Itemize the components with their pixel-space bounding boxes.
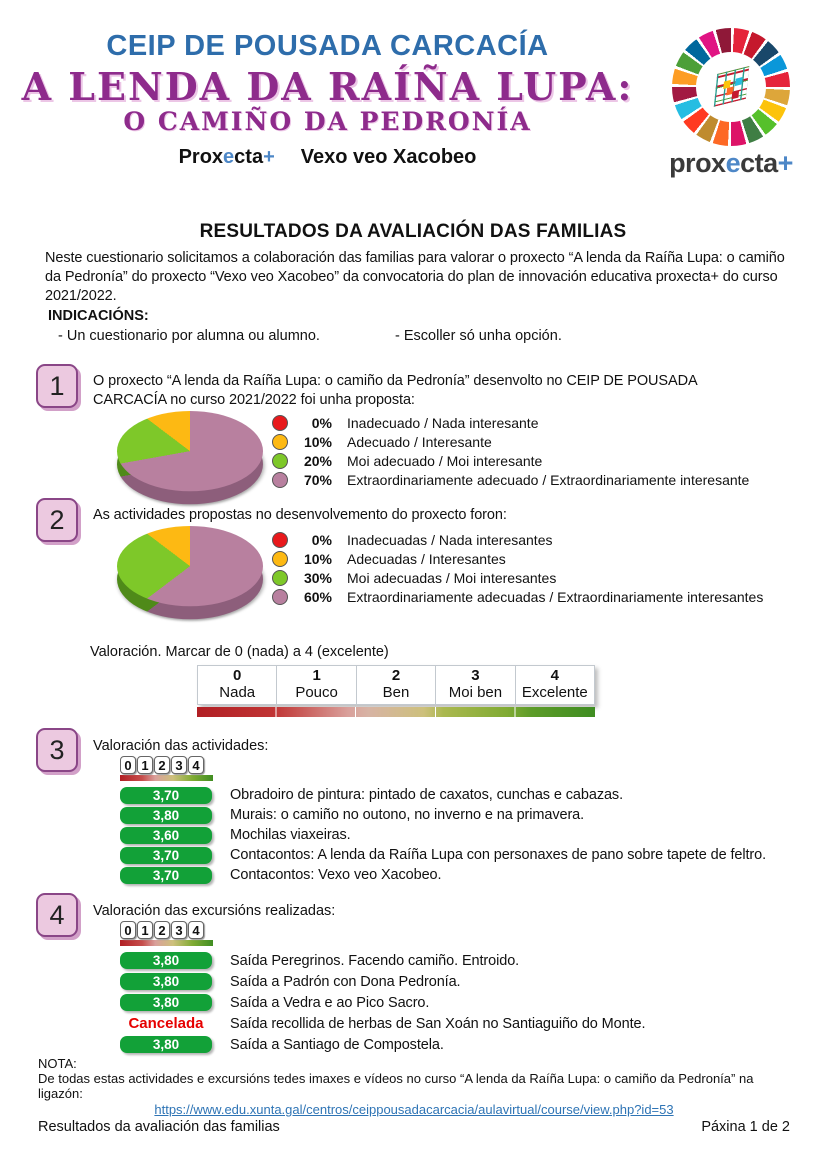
legend-row (272, 413, 749, 432)
indication-item-1: - Un cuestionario por alumna ou alumno. (58, 328, 320, 344)
rating-scale-caption: Valoración. Marcar de 0 (nada) a 4 (excelente) (90, 644, 389, 660)
legend-dot-green-icon (272, 453, 288, 469)
rating-label: Saída recollida de herbas de San Xoán no Santiaguiño do Monte. (230, 1015, 646, 1032)
legend-label: Adecuado / Interesante (347, 433, 492, 450)
rating-label: Mochilas viaxeiras. (230, 827, 351, 843)
legend-dot-mauve-icon (272, 472, 288, 488)
document-header (0, 30, 655, 169)
logo-plus: + (777, 148, 793, 178)
rating-row (120, 785, 816, 805)
legend-pct: 0% (311, 414, 332, 431)
section-3-number-badge: 3 (36, 728, 78, 772)
legend-label: Extraordinariamente adecuado / Extraordinariamente interesante (347, 471, 750, 488)
legend-pct: 10% (303, 433, 332, 450)
pie-chart-q2-top (117, 526, 263, 606)
legend-row (272, 432, 749, 451)
question-2-section (36, 498, 806, 621)
scale-gradient-bar (197, 707, 595, 717)
course-link[interactable]: https://www.edu.xunta.gal/centros/ceippousadacarcacia/aulavirtual/course/view.php?id=53 (154, 1102, 674, 1117)
mini-box-1: 1 (137, 921, 153, 939)
scale-num: 1 (312, 667, 321, 684)
question-2-chart-row (36, 526, 806, 621)
question-1-head (36, 364, 806, 409)
rating-row (120, 1034, 816, 1055)
pie-chart-q1-top (117, 411, 263, 491)
rating-value-pill: 3,70 (120, 787, 212, 804)
legend-row (272, 568, 763, 587)
section-4-number-badge: 4 (36, 893, 78, 937)
rating-scale-table (197, 665, 595, 705)
grid-cell (731, 90, 739, 99)
rating-cancelled-text: Cancelada (128, 1015, 204, 1032)
mini-box-3: 3 (171, 756, 187, 774)
scale-cell-3 (436, 666, 515, 704)
rating-value-pill: 3,80 (120, 952, 212, 969)
logo-accent-e: e (725, 148, 741, 178)
rating-value-pill: 3,60 (120, 827, 212, 844)
sdg-wheel-icon (672, 28, 790, 146)
logo-part2: cta (740, 148, 778, 178)
pie-chart-q2 (117, 526, 263, 621)
mini-box-3: 3 (171, 921, 187, 939)
section-3-body (120, 756, 816, 885)
mini-scale-boxes (120, 756, 215, 774)
rating-row (120, 805, 816, 825)
logo-wordmark (648, 148, 814, 179)
legend-label: Extraordinariamente adecuadas / Extraordinariamente interesantes (347, 588, 764, 605)
proxecta-logo (648, 28, 814, 179)
rating-value-pill: 3,80 (120, 973, 212, 990)
mini-scale-gradient (120, 775, 213, 781)
section-3-rows (120, 785, 816, 885)
rating-label: Saída a Santiago de Compostela. (230, 1036, 444, 1053)
indications-block (48, 308, 788, 344)
rating-label: Obradoiro de pintura: pintado de caxatos, cunchas e cabazas. (230, 787, 624, 803)
legend-label: Moi adecuadas / Moi interesantes (347, 569, 557, 586)
rating-value-pill: 3,80 (120, 994, 212, 1011)
question-2-number-badge: 2 (36, 498, 78, 542)
scale-label: Ben (382, 684, 410, 701)
intro-paragraph: Neste cuestionario solicitamos a colaboración das familias para valorar o proxecto “A lenda da Raíña Lupa: o camiño da Pedronía” do proxecto “Vexo veo Xacobeo” da convocatoria do plan de innovación educativa proxecta+ do curso 2021/2022. (45, 250, 785, 304)
legend-row (272, 549, 763, 568)
legend-label: Moi adecuado / Moi interesante (347, 452, 543, 469)
school-name: CEIP DE POUSADA CARCACÍA (106, 30, 549, 62)
footer-left-text: Resultados da avaliación das familias (38, 1119, 280, 1135)
program-second-name: Vexo veo Xacobeo (300, 145, 477, 168)
legend-pct: 30% (303, 569, 332, 586)
mini-scale (120, 921, 215, 946)
rating-label: Contacontos: Vexo veo Xacobeo. (230, 867, 442, 883)
legend-dot-red-icon (272, 415, 288, 431)
legend-pct: 70% (303, 471, 332, 488)
legend-dot-yellow-icon (272, 551, 288, 567)
page-title: RESULTADOS DA AVALIACIÓN DAS FAMILIAS (199, 221, 627, 242)
question-1-number-badge: 1 (36, 364, 78, 408)
scale-num: 4 (550, 667, 559, 684)
legend-row (272, 470, 749, 489)
legend-label: Inadecuadas / Nada interesantes (347, 531, 553, 548)
logo-part1: prox (669, 148, 726, 178)
scale-label: Moi ben (448, 684, 503, 701)
rating-value-pill: 3,70 (120, 847, 212, 864)
legend-row (272, 530, 763, 549)
activities-rating-section (36, 728, 816, 885)
legend-label: Inadecuado / Nada interesante (347, 414, 539, 431)
program-line (0, 146, 655, 169)
nota-label: NOTA: (38, 1056, 77, 1071)
question-1-text: O proxecto “A lenda da Raíña Lupa: o camiño da Pedronía” desenvolto no CEIP DE POUSADA CARCACÍA no curso 2021/2022 foi unha proposta: (93, 373, 697, 408)
scale-num: 3 (471, 667, 480, 684)
footer-page-number: Páxina 1 de 2 (701, 1119, 790, 1135)
legend-pct: 20% (303, 452, 332, 469)
nota-block (38, 1056, 790, 1117)
scale-num: 2 (391, 667, 401, 684)
scale-cell-4 (516, 666, 594, 704)
wheel-hole (696, 52, 767, 123)
scale-cell-0 (198, 666, 277, 704)
rating-row (120, 992, 816, 1013)
mini-box-1: 1 (137, 756, 153, 774)
scale-num: 0 (233, 667, 242, 684)
rating-value-pill: 3,70 (120, 867, 212, 884)
program-accent-e: e (223, 145, 235, 168)
question-1-section (36, 364, 806, 506)
question-1-legend (272, 411, 749, 506)
page-footer (38, 1119, 790, 1135)
legend-dot-green-icon (272, 570, 288, 586)
scale-label: Pouco (295, 684, 338, 701)
rating-row (120, 1013, 816, 1034)
mini-scale (120, 756, 215, 781)
scale-label: Nada (219, 684, 256, 701)
legend-row (272, 587, 763, 606)
project-title-line1: A LENDA DA RAÍÑA LUPA: (21, 64, 634, 109)
indication-item-2: - Escoller só unha opción. (395, 328, 562, 344)
scale-cell-1 (277, 666, 356, 704)
mini-box-4: 4 (188, 921, 204, 939)
scale-label: Excelente (521, 684, 588, 701)
legend-dot-red-icon (272, 532, 288, 548)
mini-box-4: 4 (188, 756, 204, 774)
mini-scale-boxes (120, 921, 215, 939)
program-plus: + (263, 145, 275, 168)
section-4-title: Valoración das excursións realizadas: (93, 903, 336, 919)
rating-row (120, 845, 816, 865)
excursions-rating-section (36, 893, 816, 1055)
rating-row (120, 865, 816, 885)
scale-cell-2 (357, 666, 436, 704)
legend-dot-mauve-icon (272, 589, 288, 605)
rating-row (120, 950, 816, 971)
mini-box-2: 2 (154, 756, 170, 774)
mini-box-2: 2 (154, 921, 170, 939)
nota-text: De todas estas actividades e excursións tedes imaxes e vídeos no curso “A lenda da Raíña Lupa: o camiño da Pedronía” na ligazón: (38, 1071, 754, 1101)
rating-scale-block (90, 644, 730, 717)
project-title-line2: O CAMIÑO DA PEDRONÍA (123, 106, 532, 136)
rating-row (120, 971, 816, 992)
section-3-title: Valoración das actividades: (93, 738, 269, 754)
indications-label: INDICACIÓNS: (48, 308, 149, 324)
mini-box-0: 0 (120, 756, 136, 774)
question-2-legend (272, 526, 763, 621)
indications-items (48, 328, 788, 344)
wheel-grid-pattern (713, 67, 748, 108)
rating-label: Saída Peregrinos. Facendo camiño. Entroido. (230, 952, 520, 969)
rating-label: Saída a Padrón con Dona Pedronía. (230, 973, 461, 990)
question-1-chart-row (36, 411, 806, 506)
mini-box-0: 0 (120, 921, 136, 939)
pie-chart-q1 (117, 411, 263, 506)
legend-pct: 10% (303, 550, 332, 567)
rating-label: Contacontos: A lenda da Raíña Lupa con personaxes de pano sobre tapete de feltro. (230, 847, 767, 863)
mini-scale-gradient (120, 940, 213, 946)
program-proxecta (179, 146, 275, 168)
legend-pct: 0% (311, 531, 332, 548)
section-4-body (120, 921, 816, 1055)
question-2-text: As actividades propostas no desenvolvemento do proxecto foron: (93, 507, 507, 523)
legend-label: Adecuadas / Interesantes (347, 550, 506, 567)
program-part1: Prox (178, 145, 224, 168)
rating-value-pill: 3,80 (120, 807, 212, 824)
legend-row (272, 451, 749, 470)
rating-value-pill: 3,80 (120, 1036, 212, 1053)
rating-label: Saída a Vedra e ao Pico Sacro. (230, 994, 430, 1011)
program-part2: cta (234, 145, 264, 168)
rating-label: Murais: o camiño no outono, no inverno e na primavera. (230, 807, 585, 823)
legend-dot-yellow-icon (272, 434, 288, 450)
section-4-rows (120, 950, 816, 1055)
legend-pct: 60% (303, 588, 332, 605)
rating-row (120, 825, 816, 845)
grid-cell (734, 77, 742, 86)
